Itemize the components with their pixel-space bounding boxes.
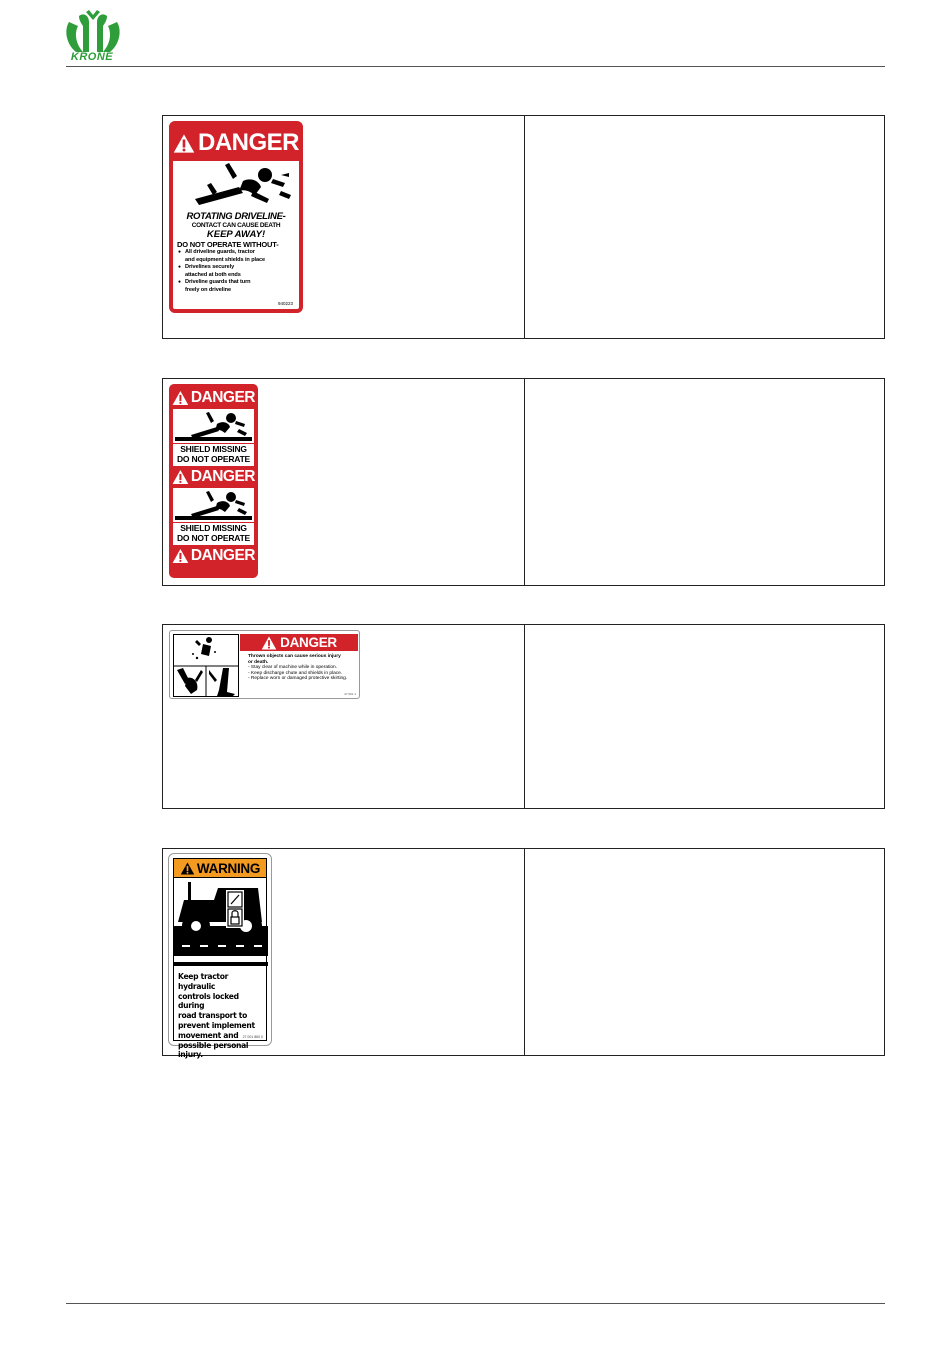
decal-header bbox=[174, 859, 266, 878]
column-divider bbox=[524, 849, 525, 1055]
signal-word: DANGER bbox=[190, 547, 255, 564]
warning-triangle-icon bbox=[172, 547, 189, 565]
entanglement-shield-icon bbox=[173, 409, 254, 443]
decal-row-1 bbox=[162, 115, 885, 339]
column-divider bbox=[524, 116, 525, 338]
decal-message: SHIELD MISSING DO NOT OPERATE bbox=[173, 444, 254, 466]
decal-instruction: - Stay clear of machine while in operation. bbox=[248, 665, 338, 670]
decal-code: 27 001 1 bbox=[344, 692, 356, 696]
decal-keep-away: KEEP AWAY! bbox=[206, 229, 266, 240]
decal-code: 940223 bbox=[277, 301, 293, 306]
signal-word: WARNING bbox=[196, 860, 261, 876]
decal-instruction: - Replace worn or damaged protective skirting. bbox=[248, 676, 348, 682]
decal-row-4 bbox=[162, 848, 885, 1060]
decal-header bbox=[240, 634, 358, 651]
column-divider bbox=[524, 625, 525, 808]
signal-word: DANGER bbox=[190, 389, 255, 406]
decal-row-3 bbox=[162, 624, 885, 809]
decal-rotating-driveline bbox=[169, 121, 303, 313]
krone-wordmark: KRONE bbox=[70, 51, 114, 63]
warning-triangle-icon bbox=[172, 389, 189, 407]
decal-message: SHIELD MISSING DO NOT OPERATE bbox=[173, 523, 254, 545]
decal-header bbox=[172, 545, 255, 567]
signal-word: DANGER bbox=[197, 129, 299, 156]
decal-header bbox=[172, 466, 255, 488]
decal-warning-text: Keep tractor hydraulic controls locked during road transport to prevent implement movement and possible personal injury. bbox=[178, 972, 255, 1060]
entanglement-shield-icon bbox=[173, 488, 254, 522]
tractor-hydraulic-lock-icon bbox=[174, 878, 266, 970]
decal-hydraulic-lock-warning bbox=[168, 853, 272, 1060]
decal-header bbox=[172, 387, 255, 409]
warning-triangle-icon bbox=[180, 862, 195, 875]
warning-triangle-icon bbox=[261, 636, 277, 650]
decal-instruction: - Keep discharge chute and shields in place. bbox=[248, 670, 343, 676]
decal-bullet: ● Driveline guards that turn freely on driveline bbox=[177, 279, 295, 294]
decal-shield-missing bbox=[169, 384, 258, 578]
thrown-objects-icon bbox=[173, 634, 239, 697]
warning-triangle-icon bbox=[172, 468, 189, 486]
decal-title: ROTATING DRIVELINE- bbox=[186, 211, 286, 222]
decal-code: 27 001 860 0 bbox=[242, 1035, 263, 1039]
signal-word: DANGER bbox=[280, 635, 337, 650]
footer-rule bbox=[66, 1303, 885, 1304]
decal-header bbox=[173, 125, 299, 161]
signal-word: DANGER bbox=[190, 468, 255, 485]
header-rule bbox=[66, 66, 885, 67]
decal-row-2 bbox=[162, 378, 885, 586]
warning-triangle-icon bbox=[173, 130, 195, 157]
decal-bullet: ● All driveline guards, tractor and equipment shields in place bbox=[177, 249, 295, 264]
decal-thrown-objects bbox=[169, 630, 360, 699]
decal-hazard-text: Thrown objects can cause serious injury or death. bbox=[248, 654, 341, 665]
decal-subtitle: CONTACT CAN CAUSE DEATH bbox=[191, 222, 281, 229]
column-divider bbox=[524, 379, 525, 585]
driveline-entanglement-icon bbox=[173, 161, 299, 211]
decal-bullet: ● Drivelines securely attached at both ends bbox=[177, 264, 295, 279]
decal-do-not-operate: DO NOT OPERATE WITHOUT- bbox=[177, 240, 279, 249]
